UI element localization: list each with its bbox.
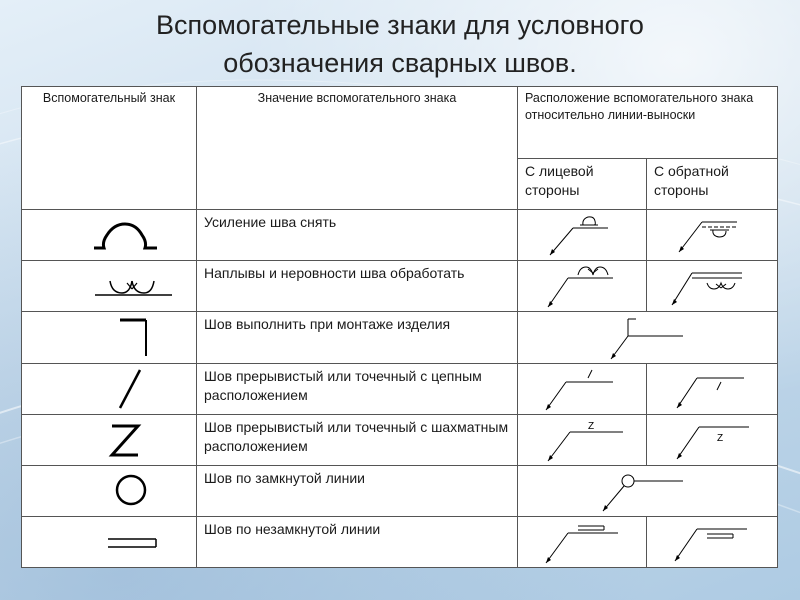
back-side-illustration [647,210,778,261]
z-letter: Z [717,432,724,444]
weld-symbols-table [21,86,778,568]
table-row [22,210,778,261]
front-side-illustration [518,516,647,567]
chain-intermittent-icon [22,363,197,414]
table-header-row [22,87,778,159]
combined-side-illustration [518,465,778,516]
row-meaning: Шов прерывистый или точечный с шахматным расположением [197,414,518,465]
row-meaning: Шов выполнить при монтаже изделия [197,312,518,363]
closed-line-circle-icon [22,465,197,516]
field-weld-flag-icon [22,312,197,363]
weld-reinforcement-removal-icon [22,210,197,261]
header-back-side: С обратной стороны [647,159,778,210]
surface-treatment-icon [22,261,197,312]
header-meaning: Значение вспомогательного знака [197,87,518,210]
row-meaning: Шов прерывистый или точечный с цепным расположением [197,363,518,414]
header-symbol: Вспомогательный знак [22,87,197,210]
title-line-1: Вспомогательные знаки для условного [156,10,644,40]
back-side-illustration [647,261,778,312]
back-side-illustration [647,516,778,567]
row-meaning: Усиление шва снять [197,210,518,261]
header-location: Расположение вспомогательного знака относительно линии-выноски [518,87,778,159]
front-side-illustration [518,261,647,312]
table-row [22,261,778,312]
staggered-intermittent-icon [22,414,197,465]
row-meaning: Шов по замкнутой линии [197,465,518,516]
header-front-side: С лицевой стороны [518,159,647,210]
combined-side-illustration [518,312,778,363]
row-meaning: Наплывы и неровности шва обработать [197,261,518,312]
z-letter: Z [588,420,595,432]
title-line-2: обозначения сварных швов. [223,48,577,78]
page-title [0,6,800,82]
table-row [22,363,778,414]
front-side-illustration [518,414,647,465]
open-line-icon [22,516,197,567]
front-side-illustration [518,363,647,414]
table-row [22,465,778,516]
table-row [22,414,778,465]
row-meaning: Шов по незамкнутой линии [197,516,518,567]
back-side-illustration [647,363,778,414]
front-side-illustration [518,210,647,261]
back-side-illustration [647,414,778,465]
table-row [22,312,778,363]
table-row [22,516,778,567]
